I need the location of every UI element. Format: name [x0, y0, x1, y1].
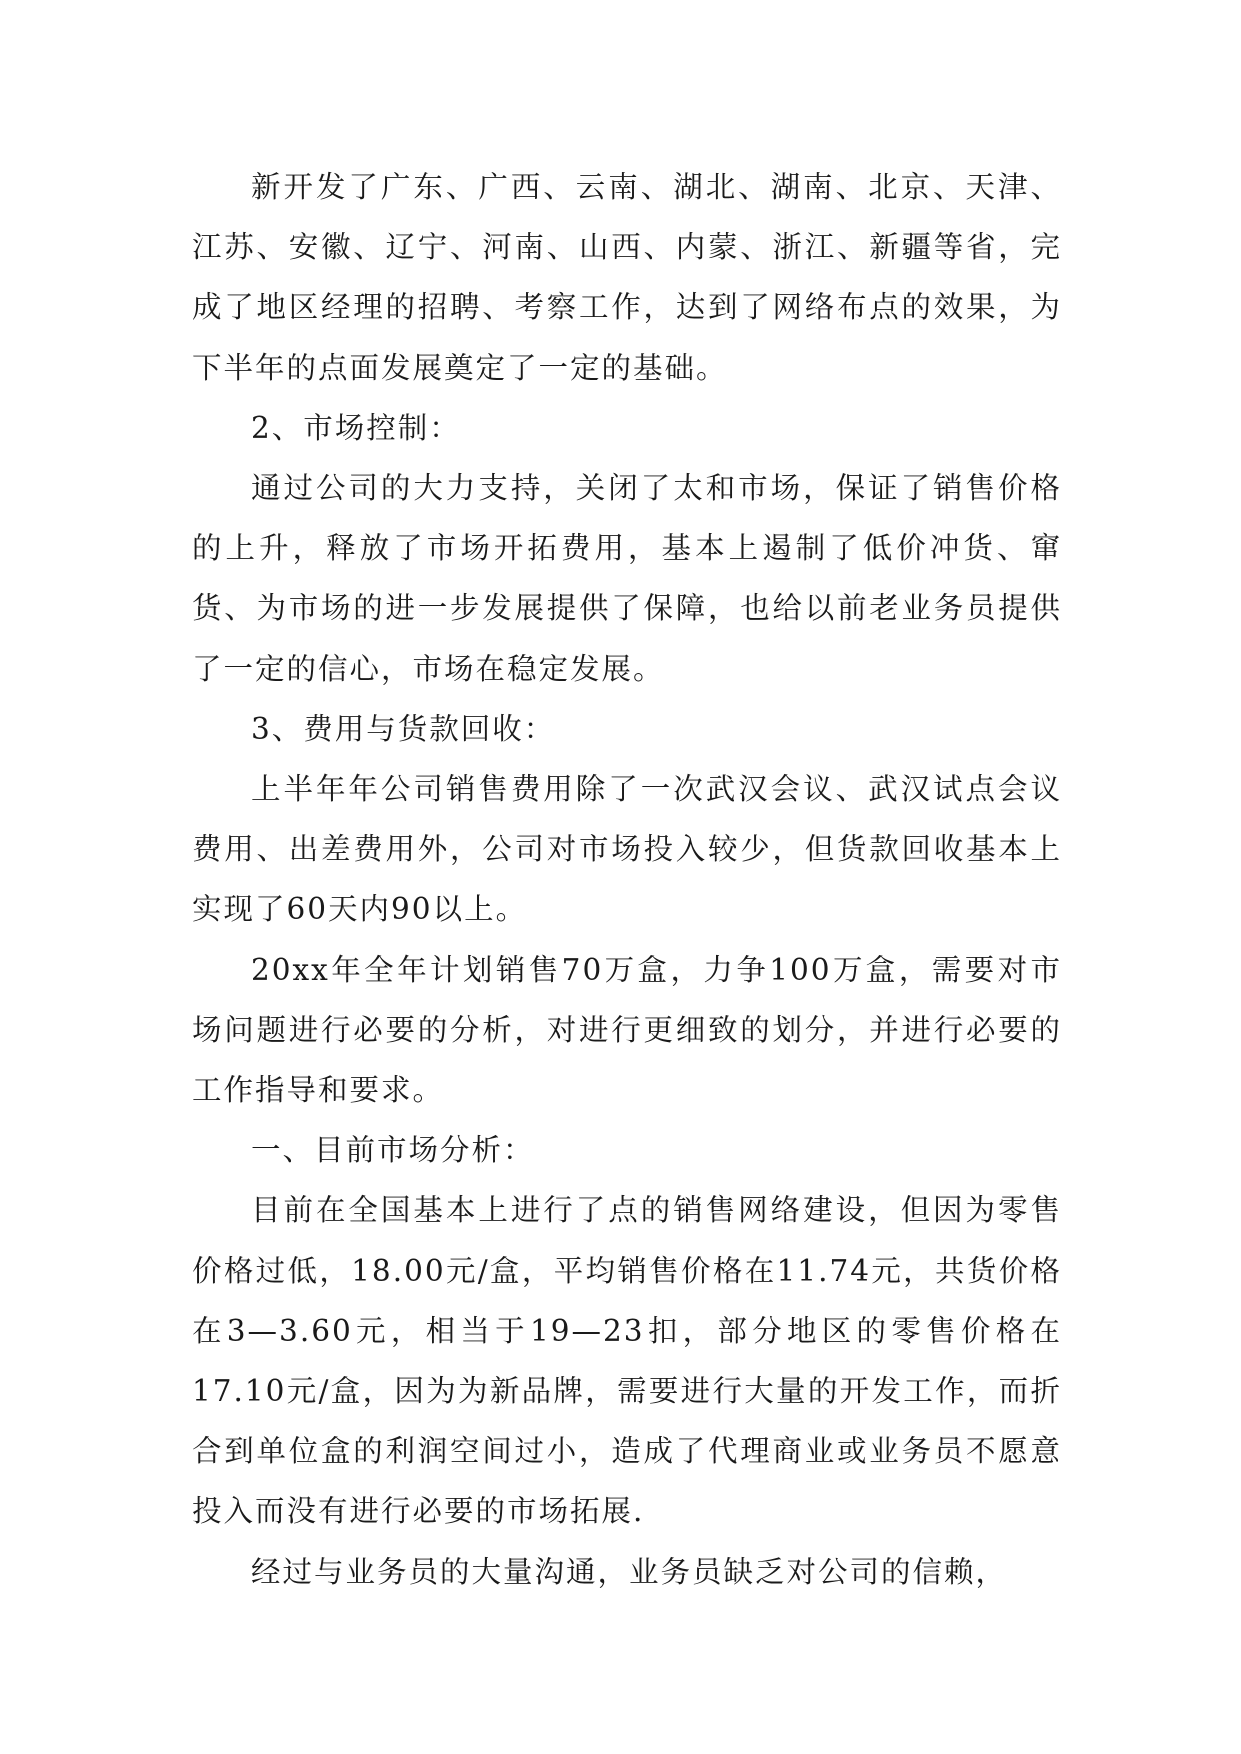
paragraph-annual-plan: 20xx年全年计划销售70万盒，力争100万盒，需要对市场问题进行必要的分析，对进行更细致的划分，并进行必要的工作指导和要求。 — [192, 952, 1062, 1108]
paragraph-new-regions: 新开发了广东、广西、云南、湖北、湖南、北京、天津、江苏、安徽、辽宁、河南、山西、内蒙、浙江、新疆等省，完成了地区经理的招聘、考察工作，达到了网络布点的效果，为下半年的点面发展奠定了一定的基础。 — [192, 170, 1062, 385]
heading-cost-recovery: 3、费用与货款回收： — [251, 711, 556, 746]
paragraph-market-analysis: 目前在全国基本上进行了点的销售网络建设，但因为零售价格过低，18.00元/盒，平均销售价格在11.74元，共货价格在3—3.60元，相当于19—23扣，部分地区的零售价格在17.10元/盒，因为为新品牌，需要进行大量的开发工作，而折合到单位盒的利润空间过小，造成了代理商业或业务员不愿意投入而没有进行必要的市场拓展. — [192, 1193, 1062, 1529]
paragraph-market-control: 通过公司的大力支持，关闭了太和市场，保证了销售价格的上升，释放了市场开拓费用，基本上遏制了低价冲货、窜货、为市场的进一步发展提供了保障，也给以前老业务员提供了一定的信心，市场在稳定发展。 — [192, 471, 1062, 686]
heading-market-control: 2、市场控制： — [251, 410, 461, 445]
paragraph-cost-recovery: 上半年年公司销售费用除了一次武汉会议、武汉试点会议费用、出差费用外，公司对市场投入较少，但货款回收基本上实现了60天内90以上。 — [192, 772, 1062, 927]
heading-market-analysis: 一、目前市场分析： — [251, 1133, 535, 1168]
document-body — [192, 157, 1062, 1602]
paragraph-salesperson-communication: 经过与业务员的大量沟通，业务员缺乏对公司的信赖， — [251, 1554, 1008, 1589]
